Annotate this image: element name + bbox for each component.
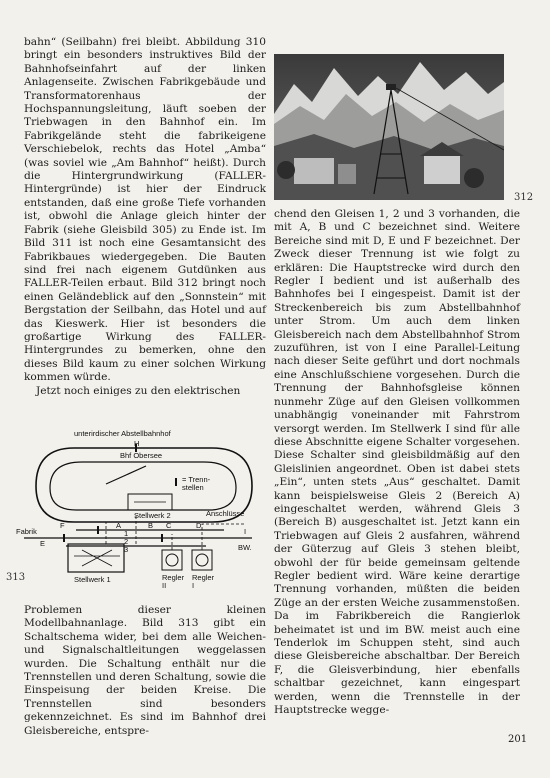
regulator-2-box (162, 550, 182, 570)
left-column-top-text (24, 36, 266, 398)
label-letter-d: D (196, 521, 202, 530)
left-column-bottom-text (24, 604, 266, 738)
label-letter-i: I (244, 527, 247, 536)
figure-number-312: 312 (514, 192, 534, 203)
figure-number-313: 313 (6, 572, 26, 583)
label-track-1: 1 (124, 529, 129, 538)
label-letter-c: C (166, 521, 172, 530)
label-underground-station: unterirdischer Abstellbahnhof (74, 429, 171, 438)
label-bw: BW. (238, 543, 252, 552)
paragraph: Jetzt noch einiges zu den elektrischen (36, 384, 241, 397)
branch-track (106, 466, 146, 484)
page-number: 201 (508, 734, 528, 745)
label-letter-f: F (60, 521, 65, 530)
label-control-unit-2: Stellwerk 2 (134, 511, 171, 520)
label-track-3: 3 (124, 545, 129, 554)
label-letter-h: H (134, 439, 140, 448)
label-regulator-2: Regler II (162, 573, 185, 590)
label-station-upper: Bhf Obersee (120, 451, 163, 460)
photo-figure-312 (274, 54, 504, 200)
label-track-2: 2 (124, 537, 129, 546)
control-unit-1-box (68, 544, 124, 572)
regulator-2-dial-icon (166, 554, 178, 566)
paragraph: bahn“ (Seilbahn) frei bleibt. Abbildung 310 bringt ein besonders instruktives Bild der Bahnhofseinfahrt auf der linken Anlagenseite. Zwischen Fabrikgebäude und Transformatorenhaus der Hochspannungsleitung, läuft soeben der Triebwagen in den Bahnhof ein. Im Fabrikgelände steht die fabrikeigene Verschiebelok, rechts das Hotel „Amba“ (was soviel wie „Am Bahnhof“ heißt). Durch die Hintergrundwirkung (FALLER-Hintergründe) ist hier der Eindruck entstanden, daß eine große Tiefe vorhanden ist, obwohl die Anlage gleich hinter der Fabrik (siehe Gleisbild 305) zu Ende ist. Im Bild 311 ist noch eine Gesamtansicht des Fabrikbaues wiedergegeben. Die Bauten sind frei nach eigenem Gutdünken aus FALLER-Teilen erbaut. Bild 312 bringt noch einen Geländeblick auf den „Sonnstein“ mit Bergstation der Seilbahn, das Hotel und auf das Kieswerk. Hier ist besonders die großartige Wirkung des FALLER-Hintergrundes zu bemerken, ohne den dieses Bild kaum zu einer solchen Wirkung kommen würde. (24, 36, 266, 384)
label-regulator-1: Regler I (192, 573, 215, 590)
regulator-1-box (192, 550, 212, 570)
regulator-1-dial-icon (196, 554, 208, 566)
label-letter-b: B (148, 521, 154, 530)
wiring-diagram-313 (16, 404, 266, 592)
inner-track-loop (50, 462, 236, 510)
label-connections: Anschlüsse (206, 509, 245, 518)
paragraph: Problemen dieser kleinen Modellbahnanlage. Bild 313 gibt ein Schaltschema wider, bei dem alle Weichen- und Signalschaltleitungen weggelassen wurden. Die Schaltung enthält nur die Trennstellen und deren Schaltung, sowie die Einspeisung der beiden Kreise. Die Trennstellen sind besonders gekennzeichnet. Es sind im Bahnhof drei Gleisbereiche, entspre- (24, 604, 266, 737)
paragraph: chend den Gleisen 1, 2 und 3 vorhanden, die mit A, B und C bezeichnet sind. Weitere Bereiche sind mit D, E und F bezeichnet. Der Zweck dieser Trennung ist wie folgt zu erklären: Die Hauptstrecke wird durch den Regler I bedient und ist außerhalb des Bahnhofes bei I eingespeist. Damit ist der Streckenbereich bis zum Abstellbahnhof unter Strom. Um auch dem linken Gleisbereich nach dem Abstellbahnhof Strom zuzuführen, ist von I eine Parallel-Leitung nach dieser Seite geführt und dort nochmals eine Anschlußschiene vorgesehen. Durch die Trennung der Bahnhofsgleise können nunmehr Züge auf den Gleisen vollkommen unabhängig voneinander mit Fahrstrom versorgt werden. Im Stellwerk I sind für alle diese Abschnitte eigene Schalter vorgesehen. Diese Schalter sind gleisbildmäßig auf den Gleislinien angeordnet. Oben ist dabei stets „Ein“, unten stets „Aus“ geschaltet. Damit kann beispielsweise Gleis 2 (Bereich A) eingeschaltet werden, während Gleis 3 (Bereich B) ausgeschaltet ist. Jetzt kann ein Triebwagen auf Gleis 2 ausfahren, während der Güterzug auf Gleis 3 stehen bleibt, obwohl der für beide gemeinsam geltende Regler bedient wird. Wäre keine derartige Trennung vorhanden, müßten die beiden Züge an der ersten Weiche zusammenstoßen. Da im Fabrikbereich die Rangierlok beheimatet ist und im BW. meist auch eine Tenderlok im Schuppen steht, sind auch diese Gleisbereiche abschaltbar. Der Bereich F, die Gleisverbindung, hier ebenfalls schaltbar gezeichnet, kann eingespart werden, wenn die Trennstelle in der Hauptstrecke wegge- (274, 208, 520, 717)
right-column-text (274, 208, 520, 717)
label-letter-e: E (40, 539, 46, 548)
label-control-unit-1: Stellwerk 1 (74, 575, 111, 584)
mountain-landscape-photo (274, 54, 504, 200)
label-separation-points: = Trenn-stellen (182, 475, 211, 492)
label-factory: Fabrik (16, 527, 37, 536)
label-letter-a: A (116, 521, 122, 530)
